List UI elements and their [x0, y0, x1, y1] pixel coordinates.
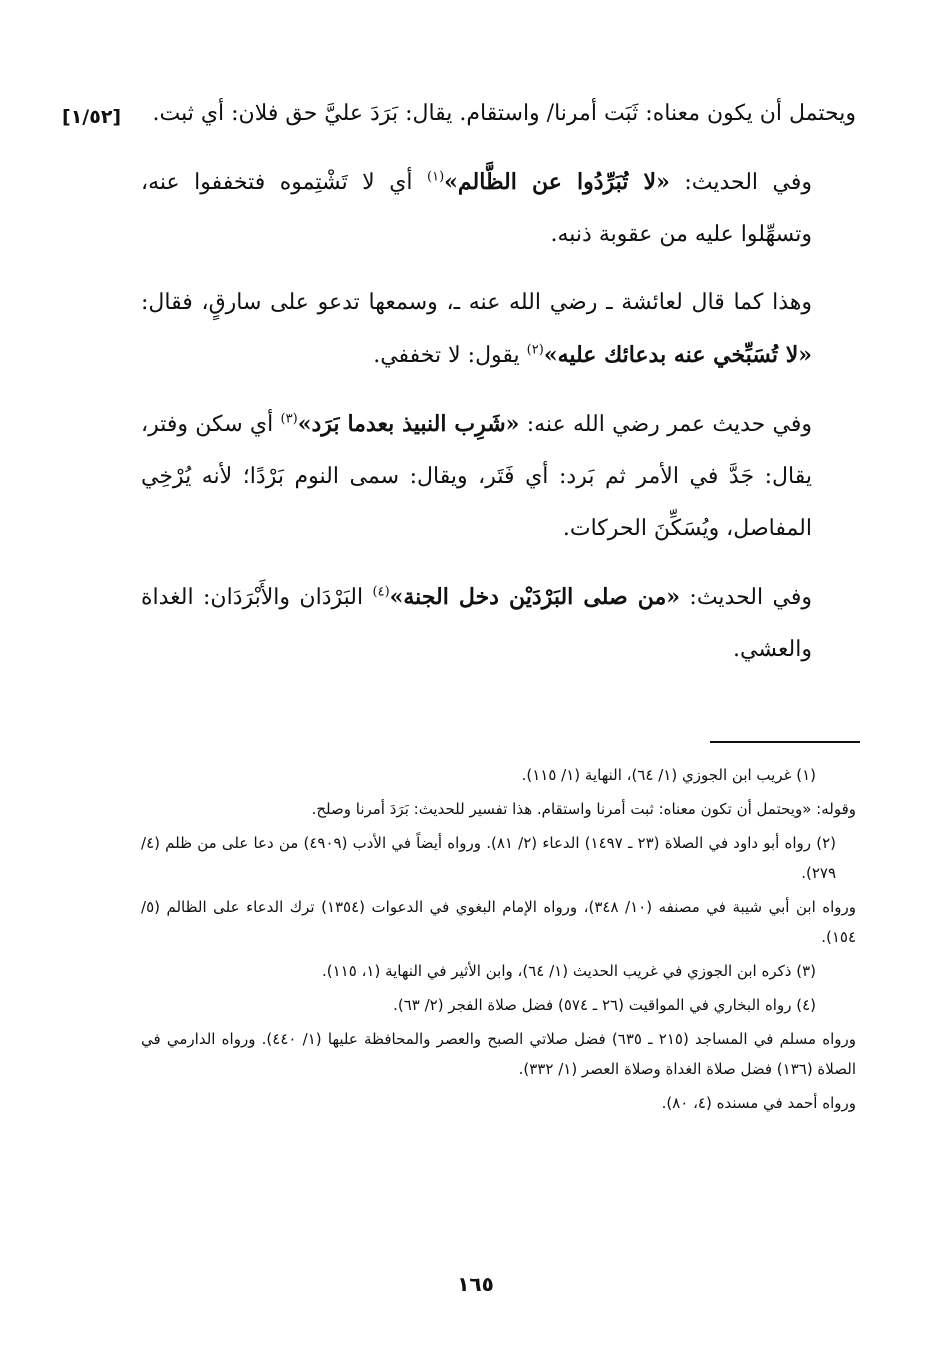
main-text	[141, 88, 856, 692]
paragraph-4-explanation: أي سكن وفتر، يقال: جَدَّ في الأمر ثم بَرد: أي فَتَر، ويقال: سمى النوم بَرْدًا؛ لأنه يُرْخِي المفاصل، ويُسَكِّنَ الحركات.	[141, 412, 812, 541]
footnote-4-continuation: ورواه مسلم في المساجد (٢١٥ ـ ٦٣٥) فضل صلاتي الصبح والعصر والمحافظة عليها (١/ ٤٤٠). ورواه الدارمي في الصلاة (١٣٦) فضل صلاة الغداة وصلاة العصر (١/ ٣٣٢).	[141, 1030, 856, 1078]
footnote-3: (٣) ذكره ابن الجوزي في غريب الحديث (١/ ٦٤)، وابن الأثير في النهاية (١، ١١٥).	[322, 962, 816, 980]
paragraph-2-explanation: أي لا تَشْتِموه فتخففوا عنه، وتسهِّلوا عليه من عقوبة ذنبه.	[141, 170, 812, 247]
paragraph-5-explanation: البَرْدَان والأَبْرَدَان: الغداة والعشي.	[141, 585, 812, 662]
footnote-ref-4: (٤)	[372, 584, 390, 600]
paragraph-4	[141, 398, 856, 555]
hadith-quote-4: «من صلى البَرْدَيْن دخل الجنة»	[389, 584, 681, 610]
paragraph-2	[141, 156, 856, 261]
paragraph-1: ويحتمل أن يكون معناه: ثَبَت أمرنا/ واستقام. يقال: بَرَدَ عليَّ حق فلان: أي ثبت.	[152, 101, 856, 126]
paragraph-3-intro: وهذا كما قال لعائشة ـ رضي الله عنه ـ، وسمعها تدعو على سارقٍ، فقال:	[141, 290, 812, 315]
hadith-quote-2: «لا تُسَبِّخي عنه بدعائك عليه»	[543, 342, 812, 368]
footnote-2-continuation: ورواه ابن أبي شيبة في مصنفه (١٠/ ٣٤٨)، ورواه الإمام البغوي في الدعوات (١٣٥٤) ترك الدعاء على الظالم (٥/ ١٥٤).	[141, 898, 856, 946]
paragraph-3-explanation: يقول: لا تخففي.	[373, 343, 527, 368]
footnote-2: (٢) رواه أبو داود في الصلاة (٢٣ ـ ١٤٩٧) الدعاء (٢/ ٨١). ورواه أيضاً في الأدب (٤٩٠٩) من دعا على من ظلم (٤/ ٢٧٩).	[141, 834, 836, 882]
footnote-1: (١) غريب ابن الجوزي (١/ ٦٤)، النهاية (١/ ١١٥).	[521, 766, 816, 784]
page-number: ١٦٥	[457, 1272, 494, 1296]
footnote-1-comment: وقوله: «ويحتمل أن تكون معناه: ثبت أمرنا واستقام. هذا تفسير للحديث: بَرَدَ أمرنا وصلح.	[311, 800, 856, 818]
margin-page-reference: [١/٥٢]	[62, 106, 122, 128]
footnote-4: (٤) رواه البخاري في المواقيت (٢٦ ـ ٥٧٤) فضل صلاة الفجر (٢/ ٦٣).	[393, 996, 816, 1014]
hadith-quote-1: «لا تُبَرِّدُوا عن الظَّالم»	[444, 169, 670, 195]
footnote-4-final: ورواه أحمد في مسنده (٤، ٨٠).	[661, 1094, 856, 1112]
hadith-quote-3: «شَرِب النبيذ بعدما بَرَد»	[297, 411, 520, 437]
paragraph-5	[141, 571, 856, 676]
paragraph-3	[141, 277, 856, 382]
footnote-ref-1: (١)	[427, 169, 445, 185]
footnote-ref-2: (٢)	[526, 342, 544, 358]
footnote-separator	[710, 741, 860, 743]
paragraph-5-intro: وفي الحديث:	[680, 585, 812, 610]
paragraph-4-intro: وفي حديث عمر رضي الله عنه:	[519, 412, 812, 437]
footnotes	[141, 760, 856, 1122]
footnote-ref-3: (٣)	[280, 411, 298, 427]
paragraph-2-intro: وفي الحديث:	[669, 170, 812, 195]
